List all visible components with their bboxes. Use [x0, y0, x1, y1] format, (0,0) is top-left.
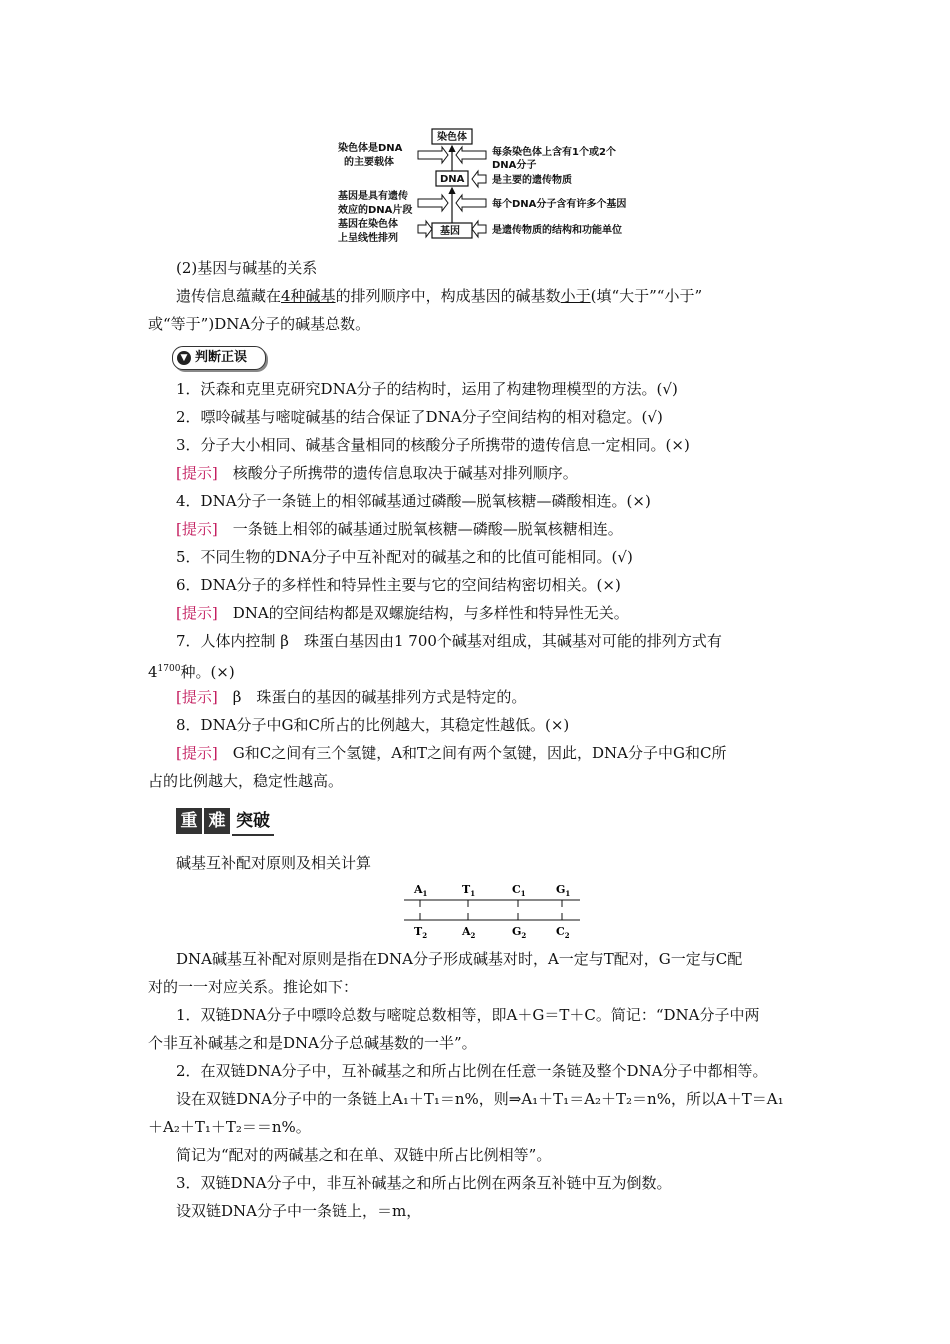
diagram-right-2: 是主要的遗传物质: [492, 175, 572, 186]
rule-1-line1: 1．双链DNA分子中嘌呤总数与嘧啶总数相等，即A＋G＝T＋C。简记：“DNA分子中两: [176, 1006, 760, 1024]
hint-7: [176, 686, 808, 708]
item-4: 4．DNA分子一条链上的相邻碱基通过磷酸—脱氧核糖—磷酸相连。(×): [176, 492, 651, 510]
strand-bottom-base: $A_2$: [462, 925, 476, 940]
rule-1-line2: 个非互补碱基之和是DNA分子总碱基数的一半”。: [148, 1034, 477, 1052]
heading-char-1: 重: [176, 808, 202, 834]
strand-svg: [404, 880, 580, 942]
rule-2-formula-2: ＋A₂＋T₁＋T₂＝＝n%。: [148, 1118, 311, 1136]
rule-3-formula: 设双链DNA分子中一条链上，＝m，: [176, 1202, 422, 1220]
box-chromosome-text: 染色体: [437, 132, 467, 143]
diagram-right-4: 是遗传物质的结构和功能单位: [492, 225, 622, 236]
topic-title: 碱基互补配对原则及相关计算: [176, 854, 372, 872]
para1-text-b: 的排列顺序中，构成基因的碱基数: [335, 287, 561, 305]
rule-2-summary: 简记为“配对的两碱基之和在单、双链中所占比例相等”。: [176, 1146, 552, 1164]
hint-label: [提示]: [176, 464, 218, 482]
item-7-line2: [148, 658, 808, 683]
strand-bottom-base: $C_2$: [556, 925, 570, 940]
arrow-right-1: [456, 147, 486, 163]
strand-top-base: $A_1$: [414, 883, 428, 898]
arrow-left-1: [418, 147, 448, 163]
body-p1-line1: DNA碱基互补配对原则是指在DNA分子形成碱基对时，A一定与T配对，G一定与C配: [176, 950, 743, 968]
strand-diagram: [404, 880, 580, 942]
strand-bottom-base: $T_2$: [414, 925, 428, 940]
hint-label: [提示]: [176, 520, 218, 538]
badge-label: 判断正误: [195, 350, 248, 365]
hint-7-text: β 珠蛋白的基因的碱基排列方式是特定的。: [232, 688, 527, 706]
diagram-right-3: 每个DNA分子含有许多个基因: [492, 199, 627, 210]
power-base: 4: [148, 663, 158, 681]
hint-8-text-a: G和C之间有三个氢键，A和T之间有两个氢键，因此，DNA分子中G和C所: [232, 744, 727, 762]
concept-diagram-svg: [336, 127, 648, 247]
judge-badge: [172, 346, 266, 370]
diagram-left-2b: 效应的DNA片段: [338, 205, 413, 216]
hint-4: [176, 518, 808, 540]
arrow-right-3: [456, 195, 486, 211]
diagram-left-3b: 上呈线性排列: [338, 233, 398, 244]
item-2: 2．嘌呤碱基与嘧啶碱基的结合保证了DNA分子空间结构的相对稳定。(√): [176, 408, 663, 426]
hint-label: [提示]: [176, 604, 218, 622]
arrow-left-3: [418, 221, 432, 237]
hint-4-text: 一条链上相邻的碱基通过脱氧核糖—磷酸—脱氧核糖相连。: [232, 520, 623, 538]
hint-label: [提示]: [176, 688, 218, 706]
body-p1-line2: 对的一一对应关系。推论如下：: [148, 978, 359, 996]
item-3: 3．分子大小相同、碱基含量相同的核酸分子所携带的遗传信息一定相同。(×): [176, 436, 690, 454]
hint-6-text: DNA的空间结构都是双螺旋结构，与多样性和特异性无关。: [232, 604, 629, 622]
hint-8-line2: 占的比例越大，稳定性越高。: [148, 772, 344, 790]
arrow-right-2: [472, 171, 486, 187]
item-6: 6．DNA分子的多样性和特异性主要与它的空间结构密切相关。(×): [176, 576, 621, 594]
chevron-down-icon: ▼: [177, 351, 191, 365]
arrow-right-4: [472, 221, 486, 237]
box-gene-text: 基因: [440, 226, 460, 237]
item-7-rest: 种。(×): [180, 663, 235, 681]
hint-3: [176, 462, 808, 484]
hint-8: [176, 742, 808, 764]
item-1: 1．沃森和克里克研究DNA分子的结构时，运用了构建物理模型的方法。(√): [176, 380, 678, 398]
power-exponent: 1700: [157, 664, 181, 674]
box-dna-text: DNA: [440, 174, 465, 185]
para1-line2: 或“等于”)DNA分子的碱基总数。: [148, 315, 371, 333]
diagram-right-1a: 每条染色体上含有1个或2个: [492, 147, 616, 158]
item-8: 8．DNA分子中G和C所占的比例越大，其稳定性越低。(×): [176, 716, 570, 734]
rule-2-formula-1: 设在双链DNA分子中的一条链上A₁＋T₁＝n%，则⇒A₁＋T₁＝A₂＋T₂＝n%，所以A＋T＝A₁: [176, 1090, 784, 1108]
item-5: 5．不同生物的DNA分子中互补配对的碱基之和的比值可能相同。(√): [176, 548, 633, 566]
para1-underline-2: 小于: [560, 287, 591, 305]
hint-label: [提示]: [176, 744, 218, 762]
para1-text-a: 遗传信息蕴藏在: [176, 287, 282, 305]
hint-6: [176, 602, 808, 624]
diagram-left-2a: 基因是具有遗传: [338, 191, 408, 202]
rule-2: 2．在双链DNA分子中，互补碱基之和所占比例在任意一条链及整个DNA分子中都相等。: [176, 1062, 768, 1080]
section-heading: [176, 808, 274, 836]
rule-3: 3．双链DNA分子中，非互补碱基之和所占比例在两条互补链中互为倒数。: [176, 1174, 672, 1192]
diagram-left-1a: 染色体是DNA: [338, 143, 403, 154]
arrow-left-2: [418, 195, 448, 211]
strand-top-base: $C_1$: [512, 883, 526, 898]
item-7-line1: 7．人体内控制 β 珠蛋白基因由1 700个碱基对组成，其碱基对可能的排列方式有: [176, 632, 722, 650]
heading-char-2: 难: [204, 808, 230, 834]
section2-title: (2)基因与碱基的关系: [176, 259, 318, 277]
strand-bottom-base: $G_2$: [512, 925, 527, 940]
heading-char-3: 突破: [232, 808, 274, 836]
para1-line1: [176, 285, 808, 307]
diagram-right-1b: DNA分子: [492, 160, 537, 171]
para1-text-c: (填“大于”“小于”: [590, 287, 703, 305]
diagram-left-3a: 基因在染色体: [338, 219, 398, 230]
strand-top-base: $T_1$: [462, 883, 476, 898]
para1-underline-1: 4种碱基: [281, 287, 336, 305]
diagram-left-1b: 的主要载体: [344, 157, 394, 168]
hint-3-text: 核酸分子所携带的遗传信息取决于碱基对排列顺序。: [232, 464, 578, 482]
strand-top-base: $G_1$: [556, 883, 571, 898]
concept-diagram: [336, 127, 648, 247]
